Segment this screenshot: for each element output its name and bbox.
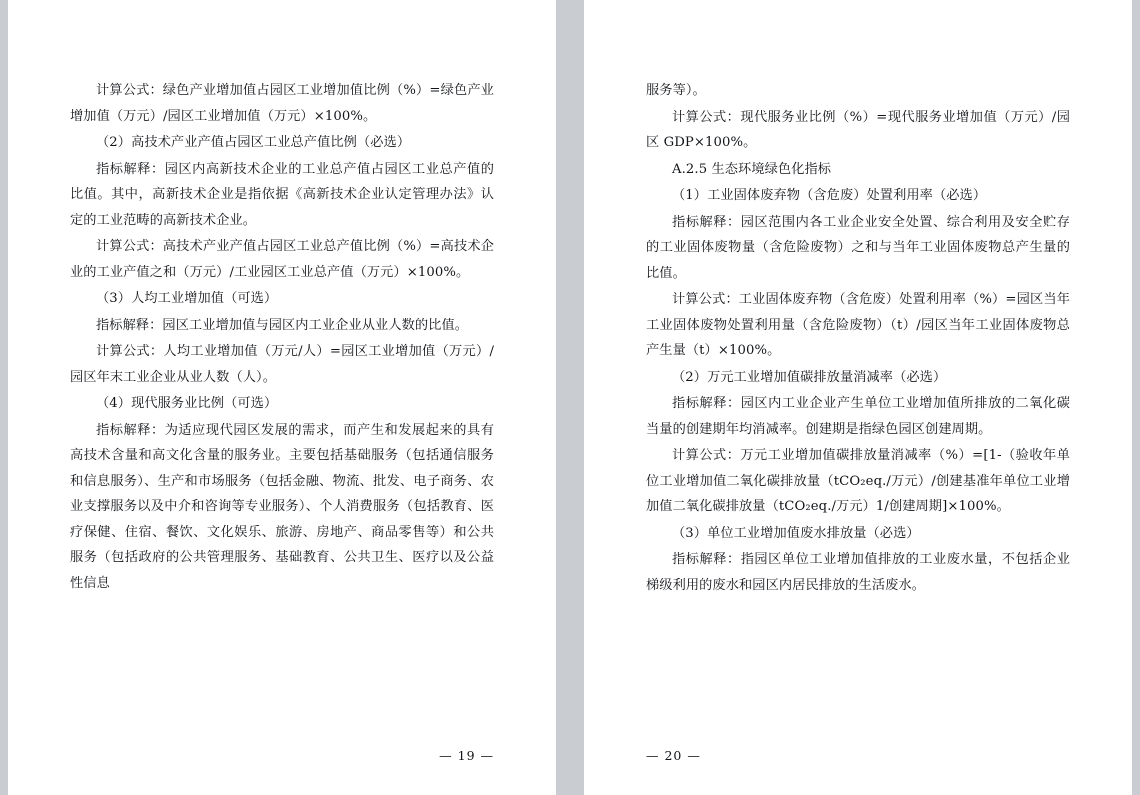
paragraph: （3）人均工业增加值（可选） [96, 291, 278, 306]
paragraph: 指标解释：园区工业增加值与园区内工业企业从业人数的比值。 [96, 317, 469, 333]
paragraph: （1）工业固体废弃物（含危废）处置利用率（必选） [672, 188, 987, 203]
page-left-body [8, 78, 556, 597]
paragraph: 指标解释：园区内工业企业产生单位工业增加值所排放的二氧化碳当量的创建期年均消减率。创建期是指绿色园区创建周期。 [646, 396, 1070, 437]
paragraph: 指标解释：指园区单位工业增加值排放的工业废水量，不包括企业梯级利用的废水和园区内居民排放的生活废水。 [646, 552, 1070, 593]
document-page-left [8, 0, 556, 795]
paragraph: 计算公式：万元工业增加值碳排放量消减率（%）=[1-（验收年单位工业增加值二氧化碳排放量（tCO₂eq./万元）/创建基准年单位工业增加值二氧化碳排放量（tCO₂eq./万元）1/创建周期]×100%。 [646, 448, 1070, 514]
page-gap [565, 0, 575, 795]
document-page-right [584, 0, 1132, 795]
paragraph: 指标解释：为适应现代园区发展的需求，而产生和发展起来的具有高技术含量和高文化含量的服务业。主要包括基础服务（包括通信服务和信息服务）、生产和市场服务（包括金融、物流、批发、电子商务、农业支撑服务以及中介和咨询等专业服务）、个人消费服务（包括教育、医疗保健、住宿、餐饮、文化娱乐、旅游、房地产、商品零售等）和公共服务（包括政府的公共管理服务、基础教育、公共卫生、医疗以及公益性信息 [70, 422, 494, 591]
paragraph: 计算公式：人均工业增加值（万元/人）=园区工业增加值（万元）/园区年末工业企业从业人数（人）。 [70, 344, 494, 385]
paragraph: 指标解释：园区内高新技术企业的工业总产值占园区工业总产值的比值。其中，高新技术企业是指依据《高新技术企业认定管理办法》认定的工业范畴的高新技术企业。 [70, 161, 494, 228]
paragraph: 计算公式：绿色产业增加值占园区工业增加值比例（%）=绿色产业增加值（万元）/园区工业增加值（万元）×100%。 [70, 83, 494, 124]
paragraph: 服务等）。 [646, 83, 706, 98]
section-heading: A.2.5 生态环境绿色化指标 [672, 161, 832, 177]
page-number: — 19 — [439, 748, 494, 763]
paragraph: 计算公式：现代服务业比例（%）=现代服务业增加值（万元）/园区 GDP×100%。 [646, 109, 1070, 150]
page-number: — 20 — [646, 748, 701, 763]
paragraph: （2）高技术产业产值占园区工业总产值比例（必选） [96, 135, 411, 150]
paragraph: （2）万元工业增加值碳排放量消减率（必选） [672, 369, 947, 385]
page-right-body [584, 78, 1132, 599]
paragraph: 计算公式：高技术产业产值占园区工业总产值比例（%）=高技术企业的工业产值之和（万元）/工业园区工业总产值（万元）×100%。 [70, 239, 494, 280]
paragraph: 指标解释：园区范围内各工业企业安全处置、综合利用及安全贮存的工业固体废物量（含危险废物）之和与当年工业固体废物总产生量的比值。 [646, 214, 1070, 281]
paragraph: （4）现代服务业比例（可选） [96, 396, 278, 411]
paragraph: （3）单位工业增加值废水排放量（必选） [672, 525, 920, 541]
paragraph: 计算公式：工业固体废弃物（含危废）处置利用率（%）=园区当年工业固体废物处置利用量（含危险废物）（t）/园区当年工业固体废物总产生量（t）×100%。 [646, 292, 1070, 358]
